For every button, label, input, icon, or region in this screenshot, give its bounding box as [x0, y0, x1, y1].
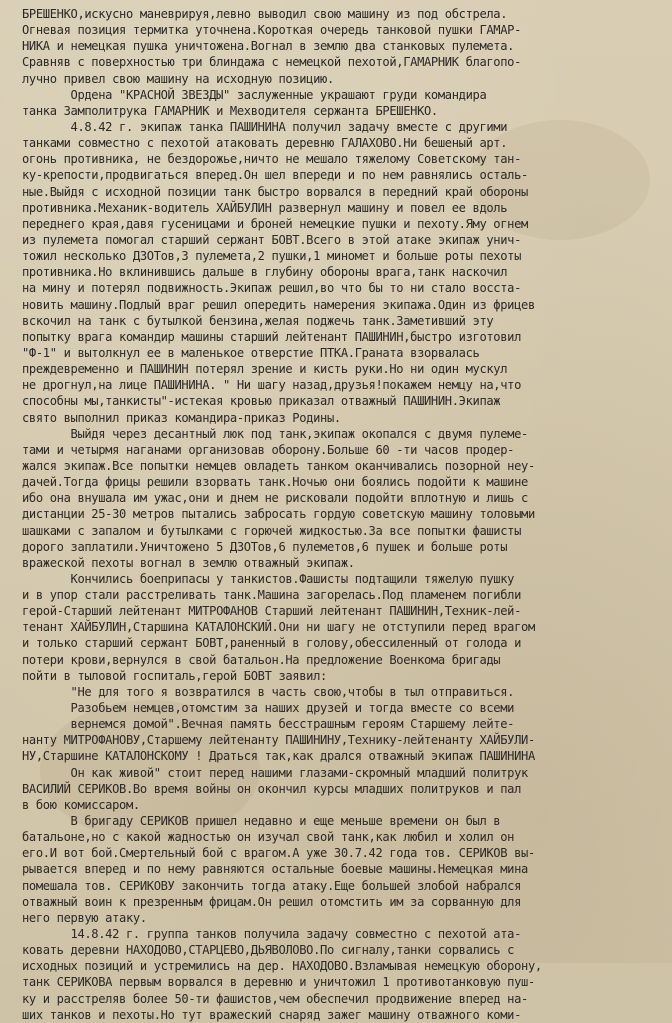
text-line: вражеской пехоты вогнал в землю отважный экипаж. — [22, 555, 355, 570]
text-line: тожил несколько ДЗОТов,3 пулемета,2 пушки,1 миномет и больше роты пехоты — [22, 249, 522, 264]
text-line: В бригаду СЕРИКОВ пришел недавно и еще меньше времени он был в — [22, 814, 501, 829]
text-line: и в упор стали расстреливать танк.Машина загорелась.Под пламенем погибли — [22, 588, 522, 603]
text-line: жался экипаж.Все попытки немцев овладеть танком оканчивались позорной неу- — [22, 458, 535, 473]
text-line: Сравняв с поверхностью три блиндажа с немецкой пехотой,ГАМАРНИК благопо- — [22, 55, 522, 70]
text-line: вернемся домой".Вечная память бесстрашным героям Старшему лейте- — [22, 717, 515, 732]
text-line: способны мы,танкисты"-истекая кровью приказал отважный ПАШИНИН.Экипаж — [22, 394, 501, 409]
typewritten-text — [22, 6, 664, 1023]
text-line: шашками с запалом и бутылками с горючей жидкостью.За все попытки фашисты — [22, 523, 522, 538]
text-line: его.И вот бой.Смертельный бой с врагом.А уже 30.7.42 года тов. СЕРИКОВ вы- — [22, 846, 535, 861]
text-line: Ордена "КРАСНОЙ ЗВЕЗДЫ" заслуженные украшают груди командира — [22, 87, 487, 102]
text-line: нанту МИТРОФАНОВУ,Старшему лейтенанту ПАШИНИНУ,Технику-лейтенанту ХАЙБУЛИ- — [22, 733, 535, 748]
text-line: танк СЕРИКОВА первым ворвался в деревню и уничтожил 1 противотанковую пуш- — [22, 975, 535, 990]
text-line: дистанции 25-30 метров пытались забросать гордую советскую машину толовыми — [22, 507, 535, 522]
text-line: из пулемета помогал старший сержант БОВТ.Всего в этой атаке экипаж унич- — [22, 232, 522, 247]
text-line: лучно привел свою машину на исходную позицию. — [22, 71, 334, 86]
text-line: исходных позиций и устремились на дер. НАХОДОВО.Взламывая немецкую оборону, — [22, 959, 542, 974]
text-line: "Не для того я возвратился в часть свою,чтобы в тыл отправиться. — [22, 684, 515, 699]
text-line: помешала тов. СЕРИКОВУ закончить тогда атаку.Еще большей злобой набрался — [22, 878, 522, 893]
text-line: 4.8.42 г. экипаж танка ПАШИНИНА получил задачу вместе с другими — [22, 119, 508, 134]
text-line: попытку врага командир машины старший лейтенант ПАШИНИН,быстро изготовил — [22, 329, 522, 344]
text-line: отважный воин к презренным фрицам.Он решил отомстить им за сорванную для — [22, 894, 522, 909]
text-line: Выйдя через десантный люк под танк,экипаж окопался с двумя пулеме- — [22, 426, 528, 441]
text-line: потери крови,вернулся в свой батальон.На предложение Военкома бригады — [22, 652, 501, 667]
text-line: дачей.Тогда фрицы решили взорвать танк.Ночью они боялись подойти к машине — [22, 475, 528, 490]
text-line: в бою комиссаром. — [22, 797, 140, 812]
text-line: танками совместно с пехотой атаковать деревню ГАЛАХОВО.Ни бешеный арт. — [22, 136, 508, 151]
text-line: рывается вперед и по нему равняются остальные боевые машины.Немецкая мина — [22, 862, 528, 877]
text-line: огонь противника, не бездорожье,ничто не мешало тяжелому Советскому тан- — [22, 152, 522, 167]
text-line: него первую атаку. — [22, 910, 147, 925]
text-line: ВАСИЛИЙ СЕРИКОВ.Во время войны он окончил курсы младших политруков и пал — [22, 781, 522, 796]
text-line: ковать деревни НАХОДОВО,СТАРЦЕВО,ДЬЯВОЛОВО.По сигналу,танки сорвались с — [22, 943, 515, 958]
text-line: герой-Старший лейтенант МИТРОФАНОВ Старший лейтенант ПАШИНИН,Техник-лей- — [22, 604, 522, 619]
text-line: переднего края,давя гусеницами и броней немецкие пушки и пехоту.Яму огнем — [22, 216, 528, 231]
text-line: вскочил на танк с бутылкой бензина,желая поджечь танк.Заметивший эту — [22, 313, 494, 328]
text-line: тами и четырмя наганами организовав оборону.Больше 60 -ти часов продер- — [22, 442, 515, 457]
text-line: ные.Выйдя с исходной позиции танк быстро ворвался в передний край обороны — [22, 184, 528, 199]
text-line: противника.Но вклинившись дальше в глубину обороны врага,танк наскочил — [22, 265, 508, 280]
text-line: на мину и потерял подвижность.Экипаж решил,во что бы то ни стало восста- — [22, 281, 522, 296]
text-line: пойти в тыловой госпиталь,герой БОВТ заявил: — [22, 668, 327, 683]
text-line: НИКА и немецкая пушка уничтожена.Вогнал в землю два станковых пулемета. — [22, 39, 515, 54]
text-line: ибо она внушала им ужас,они и днем не рисковали подойти вплотную и лишь с — [22, 491, 528, 506]
text-line: дорого заплатили.Уничтожено 5 ДЗОТов,6 пулеметов,6 пушек и больше роты — [22, 539, 508, 554]
text-line: тенант ХАЙБУЛИН,Старшина КАТАЛОНСКИЙ.Они ни шагу не отступили перед врагом — [22, 620, 535, 635]
text-line: не дрогнул,на лице ПАШИНИНА. " Ни шагу назад,друзья!покажем немцу на,что — [22, 378, 522, 393]
text-line: батальоне,но с какой жадностью он изучал свой танк,как любил и холил он — [22, 830, 515, 845]
text-line: Разобьем немцев,отомстим за наших друзей и тогда вместе со всеми — [22, 701, 515, 716]
text-line: новить машину.Подлый враг решил опередить намерения экипажа.Один из фрицев — [22, 297, 535, 312]
text-line: Кончились боеприпасы у танкистов.Фашисты подтащили тяжелую пушку — [22, 571, 515, 586]
text-line: преждевременно и ПАШИНИН потерял зрение и кисть руки.Но ни один мускул — [22, 362, 508, 377]
text-line: свято выполнил приказ командира-приказ Родины. — [22, 410, 341, 425]
text-line: ку и расстреляв более 50-ти фашистов,чем обеспечил продвижение вперед на- — [22, 991, 528, 1006]
text-line: Он как живой" стоит перед нашими глазами-скромный младший политрук — [22, 765, 528, 780]
text-line: противника.Механик-водитель ХАЙБУЛИН развернул машину и повел ее вдоль — [22, 200, 508, 215]
text-line: ку-крепости,продвигаться вперед.Он шел впереди и по нем равнялись осталь- — [22, 168, 528, 183]
text-line: ших танков и пехоты.Но тут вражеский снаряд зажег машину отважного коми- — [22, 1007, 522, 1022]
text-line: и только старший сержант БОВТ,раненный в голову,обессиленный от голода и — [22, 636, 522, 651]
text-line: НУ,Старшине КАТАЛОНСКОМУ ! Драться так,как дрался отважный экипаж ПАШИНИНА — [22, 749, 535, 764]
text-line: танка Замполитрука ГАМАРНИК и Мехводителя сержанта БРЕШЕНКО. — [22, 103, 438, 118]
text-line: Огневая позиция термитка уточнена.Короткая очередь танковой пушки ГАМАР- — [22, 23, 522, 38]
text-line: БРЕШЕНКО,искусно маневрируя,левно выводил свою машину из под обстрела. — [22, 7, 508, 21]
text-line: "Ф-1" и вытолкнул ее в маленькое отверстие ПТКА.Граната взорвалась — [22, 345, 480, 360]
text-line: 14.8.42 г. группа танков получила задачу совместно с пехотой ата- — [22, 927, 522, 942]
